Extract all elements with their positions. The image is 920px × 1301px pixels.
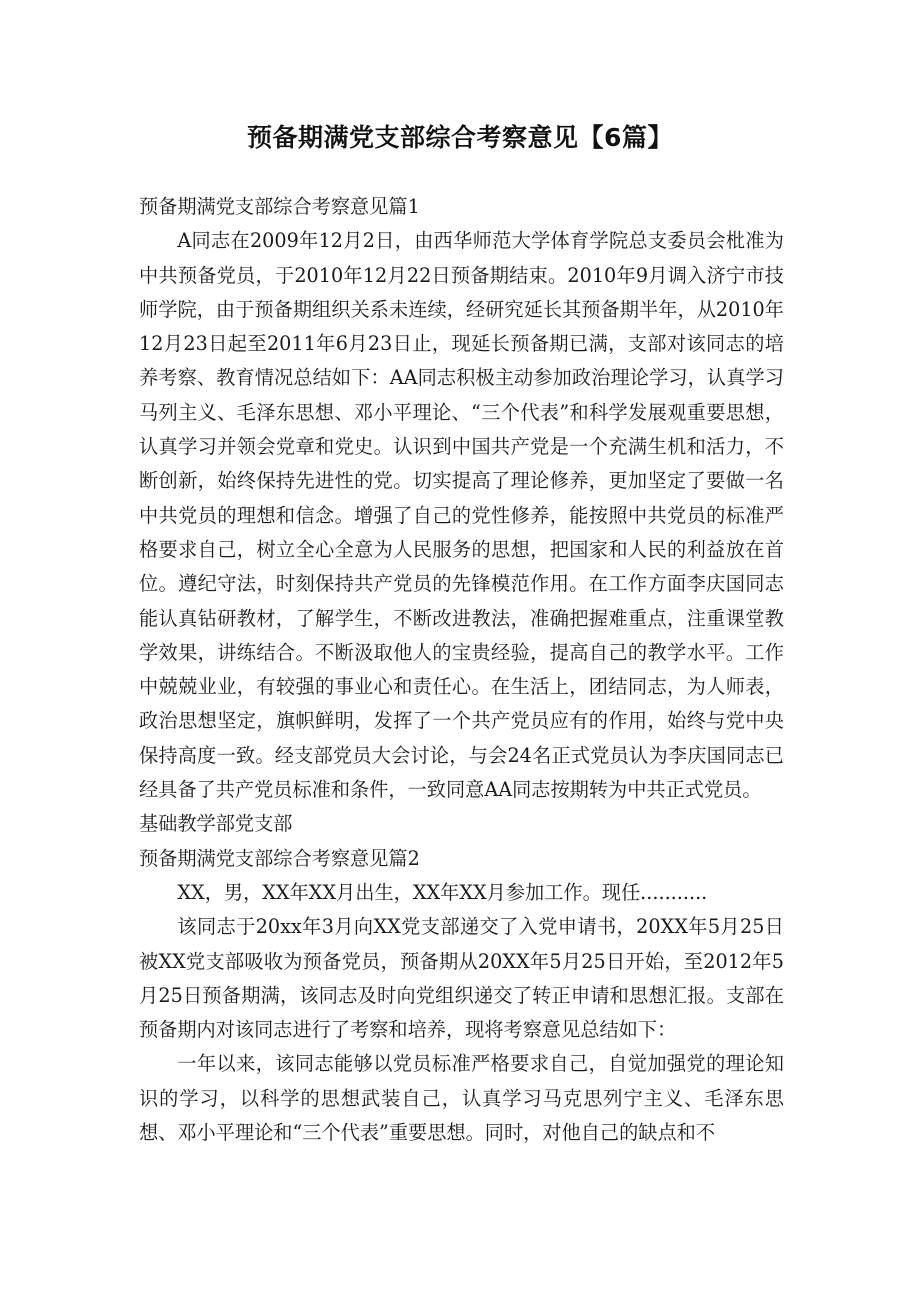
document-body <box>139 190 784 1150</box>
section2-intro: XX，男，XX年XX月出生，XX年XX月参加工作。现任........... <box>177 880 708 904</box>
section2-paragraph-1: 该同志于20xx年3月向XX党支部递交了入党申请书，20XX年5月25日被XX党支部吸收为预备党员，预备期从20XX年5月25日开始，至2012年5月25日预备期满，该同志及时向党组织递交了转正申请和思想汇报。支部在预备期内对该同志进行了考察和培养，现将考察意见总结如下： <box>139 915 784 1042</box>
section1-paragraph: A同志在2009年12月2日，由西华师范大学体育学院总支委员会枇准为中共预备党员，于2010年12月22日预备期结束。2010年9月调入济宁市技师学院，由于预备期组织关系未连续，经研究延长其预备期半年，从2010年12月23日起至2011年6月23日止，现延长预备期已满，支部对该同志的培养考察、教育情况总结如下：AA同志积极主动参加政治理论学习，认真学习马列主义、毛泽东思想、邓小平理论、“三个代表”和科学发展观重要思想，认真学习并领会党章和党史。认识到中国共产党是一个充满生机和活力，不断创新，始终保持先进性的党。切实提高了理论修养，更加坚定了要做一名中共党员的理想和信念。增强了自己的党性修养，能按照中共党员的标准严格要求自己，树立全心全意为人民服务的思想，把国家和人民的利益放在首位。遵纪守法，时刻保持共产党员的先锋模范作用。在工作方面李庆国同志能认真钻研教材，了解学生，不断改进教法，准确把握难重点，注重课堂教学效果，讲练结合。不断汲取他人的宝贵经验，提高自己的教学水平。工作中兢兢业业，有较强的事业心和责任心。在生活上，团结同志，为人师表，政治思想坚定，旗帜鲜明，发挥了一个共产党员应有的作用，始终与党中央保持高度一致。经支部党员大会讨论，与会24名正式党员认为李庆国同志已经具备了共产党员标准和条件，一致同意AA同志按期转为中共正式党员。 <box>139 229 784 802</box>
section1-signature: 基础教学部党支部 <box>139 812 293 836</box>
section2-paragraph-2: 一年以来，该同志能够以党员标准严格要求自己，自觉加强党的理论知识的学习，以科学的思想武装自己，认真学习马克思列宁主义、毛泽东思想、邓小平理论和“三个代表”重要思想。同时，对他自己的缺点和不 <box>139 1052 784 1145</box>
document-title: 预备期满党支部综合考察意见【6篇】 <box>247 123 673 152</box>
section2-heading: 预备期满党支部综合考察意见篇2 <box>139 846 420 870</box>
section1-heading: 预备期满党支部综合考察意见篇1 <box>139 195 420 218</box>
